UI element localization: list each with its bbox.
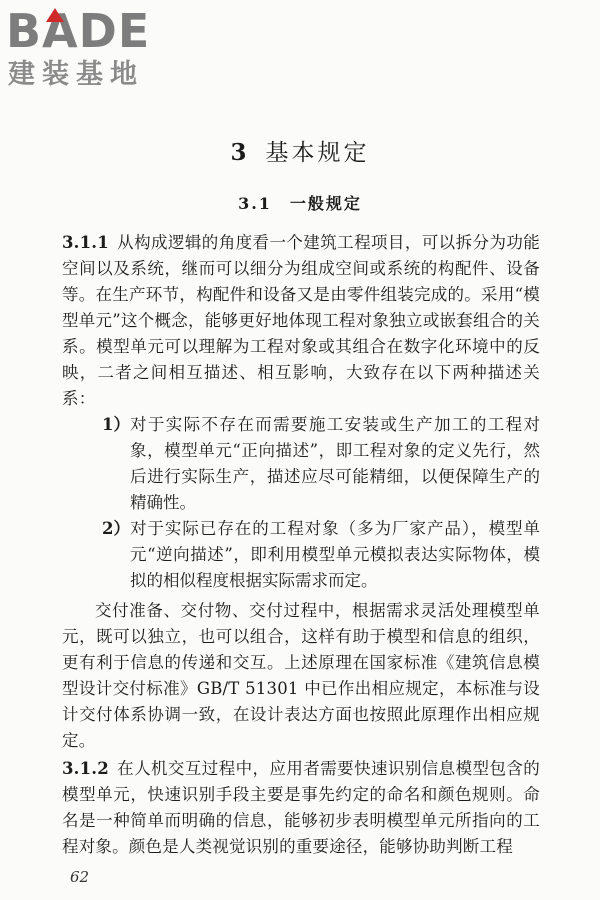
list-item-text: 对于实际已存在的工程对象（多为厂家产品），模型单元“逆向描述”，即利用模型单元模拟表达实际物体，模拟的相似程度根据实际需求而定。	[130, 519, 540, 590]
logo-accent-triangle-icon	[46, 8, 64, 22]
chapter-number: 3	[230, 139, 250, 166]
list-item	[102, 516, 540, 594]
paragraph-delivery: 交付准备、交付物、交付过程中，根据需求灵活处理模型单元，既可以独立，也可以组合，这样有助于模型和信息的组织，更有利于信息的传递和交互。上述原理在国家标准《建筑信息模型设计交付标准》GB/T 51301 中已作出相应规定，本标准与设计交付体系协调一致，在设计表达方面也按照此原理作出相应规定。	[62, 601, 540, 750]
chapter-heading	[0, 138, 600, 168]
list-item-text: 对于实际不存在而需要施工安装或生产加工的工程对象，模型单元“正向描述”，即工程对象的定义先行，然后进行实际生产，描述应尽可能精细，以便保障生产的精确性。	[130, 415, 540, 512]
logo-subtitle: 建装基地	[8, 59, 144, 90]
chapter-title: 基本规定	[265, 140, 370, 166]
section-title: 一般规定	[289, 194, 362, 213]
page-number: 62	[70, 868, 90, 886]
clause-number: 3.1.1	[62, 233, 109, 252]
clause-text: 从构成逻辑的角度看一个建筑工程项目，可以拆分为功能空间以及系统，继而可以细分为组成空间或系统的构配件、设备等。在生产环节，构配件和设备又是由零件组装完成的。采用“模型单元”这个概念，能够更好地体现工程对象独立或嵌套组合的关系。模型单元可以理解为工程对象或其组合在数字化环境中的反映，二者之间相互描述、相互影响，大致存在以下两种描述关系：	[62, 233, 540, 408]
section-heading	[0, 192, 600, 216]
list-marker: 2）	[102, 519, 130, 538]
clause-text: 在人机交互过程中，应用者需要快速识别信息模型包含的模型单元，快速识别手段主要是事先约定的命名和颜色规则。命名是一种简单而明确的信息，能够初步表明模型单元所指向的工程对象。颜色是人类视觉识别的重要途径，能够协助判断工程	[62, 759, 540, 856]
clause-3-1-2	[62, 756, 540, 860]
list-item	[102, 412, 540, 516]
clause-3-1-1	[62, 230, 540, 412]
clause-number: 3.1.2	[62, 759, 109, 778]
logo-wordmark: BADE	[6, 4, 151, 58]
list-marker: 1）	[102, 415, 130, 434]
publisher-logo	[6, 6, 176, 92]
section-number: 3.1	[238, 194, 272, 213]
